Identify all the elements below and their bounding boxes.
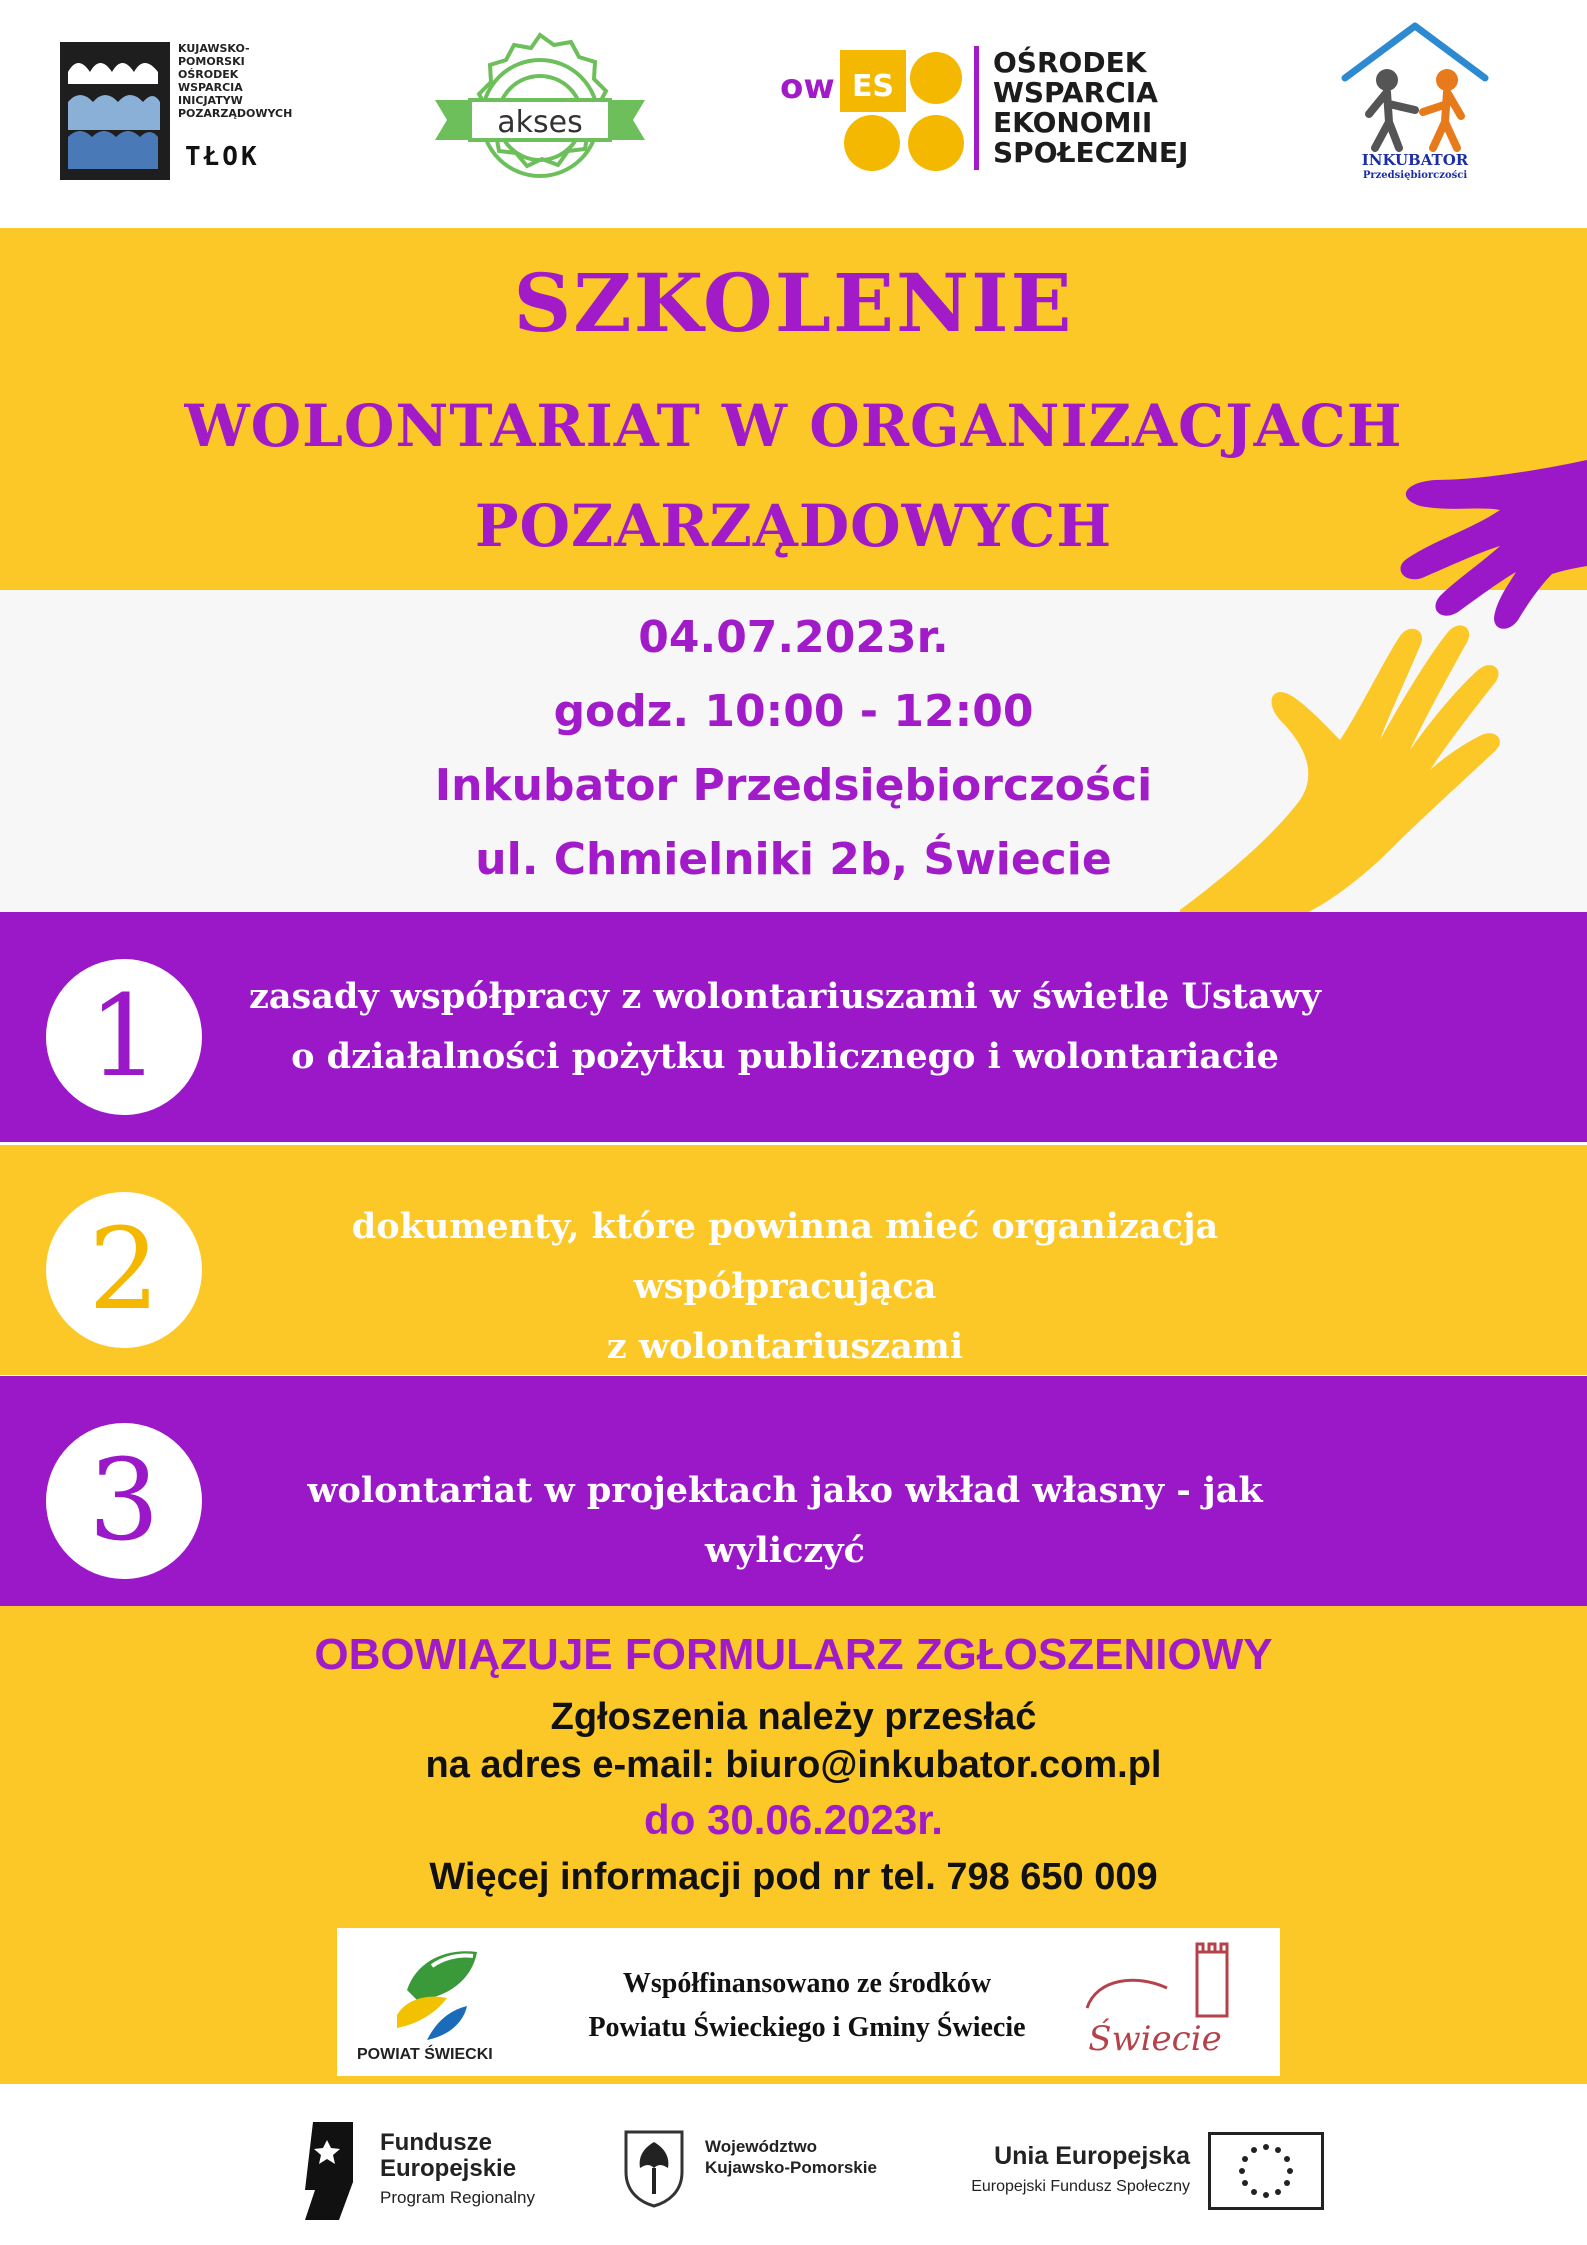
agenda-item-3 [0, 1376, 1587, 1606]
tlok-logo-icon [60, 42, 170, 180]
registration-email: na adres e-mail: biuro@inkubator.com.pl [425, 1744, 1162, 1786]
registration-heading: OBOWIĄZUJE FORMULARZ ZGŁOSZENIOWY [314, 1630, 1273, 1679]
kujawsko-pomorskie-crest-icon [622, 2128, 686, 2208]
training-title-line: WOLONTARIAT W ORGANIZACJACH [184, 392, 1403, 460]
tlok-desc-line: WSPARCIA [178, 81, 243, 94]
hands-decoration-icon [1180, 440, 1587, 920]
agenda-text [230, 1461, 1340, 1581]
contact-phone: Więcej informacji pod nr tel. 798 650 009 [429, 1856, 1158, 1898]
tlok-desc-line: POMORSKI [178, 55, 245, 68]
owes-logo [780, 38, 1200, 178]
kujawsko-pomorskie-label [705, 2136, 877, 2178]
registration-deadline: do 30.06.2023r. [644, 1796, 943, 1843]
powiat-swiecki-logo-icon [377, 1940, 497, 2040]
training-title-line: POZARZĄDOWYCH [474, 492, 1113, 560]
inkubator-house-people-icon [1335, 18, 1495, 152]
powiat-swiecki-label: POWIAT ŚWIECKI [357, 2046, 493, 2063]
registration-section [0, 1606, 1587, 2084]
inkubator-sub: Przedsiębiorczości [1362, 170, 1468, 181]
owes-es-text: ES [851, 69, 895, 104]
training-label: SZKOLENIE [513, 256, 1074, 350]
tlok-description [178, 42, 328, 120]
fe-line: Fundusze [380, 2129, 492, 2156]
event-venue: Inkubator Przedsiębiorczości [434, 760, 1153, 811]
inkubator-name: INKUBATOR [1361, 151, 1469, 169]
fundusze-program: Program Regionalny [380, 2188, 535, 2207]
agenda-number-badge: 3 [46, 1423, 202, 1579]
cofunding-text [537, 1962, 1077, 2050]
eu-flag-icon [1208, 2132, 1324, 2210]
akses-text: akses [497, 105, 583, 140]
tlok-desc-line: POZARZĄDOWYCH [178, 107, 293, 120]
tlok-desc-line: KUJAWSKO- [178, 42, 250, 55]
owes-line: OŚRODEK [993, 46, 1147, 79]
woj-line: Województwo [705, 2137, 818, 2156]
partner-logos-header [0, 0, 1587, 228]
owes-mark-icon [780, 38, 970, 178]
owes-line: SPOŁECZNEJ [993, 136, 1189, 169]
fundusze-europejskie-label [380, 2130, 516, 2182]
event-address: ul. Chmielniki 2b, Świecie [475, 834, 1112, 885]
event-date: 04.07.2023r. [638, 612, 949, 663]
agenda-item-1 [0, 912, 1587, 1142]
tlok-name: TŁOK [185, 142, 260, 172]
owes-ow-text: ow [780, 67, 835, 107]
owes-line: WSPARCIA [993, 76, 1158, 109]
cofunding-box [337, 1928, 1280, 2076]
agenda-text-line: wolontariat w projektach jako wkład własny - jak wyliczyć [307, 1470, 1263, 1571]
agenda-text-line: z wolontariuszami [606, 1326, 964, 1367]
eu-funding-footer [0, 2084, 1587, 2245]
swiecie-label: Świecie [1088, 2019, 1222, 2059]
fe-line: Europejskie [380, 2155, 517, 2182]
eu-label: Unia Europejska [994, 2142, 1190, 2170]
agenda-text-line: o działalności pożytku publicznego i wolontariacie [291, 1036, 1279, 1077]
owes-line: EKONOMII [993, 106, 1153, 139]
owes-name [993, 48, 1188, 168]
woj-line: Kujawsko-Pomorskie [705, 2158, 877, 2177]
event-time: godz. 10:00 - 12:00 [553, 686, 1034, 737]
inkubator-logo [1335, 18, 1495, 186]
agenda-text-line: zasady współpracy z wolontariuszami w świetle Ustawy [248, 976, 1322, 1017]
inkubator-label [1335, 152, 1495, 184]
cofunding-line: Współfinansowano ze środków [622, 1968, 992, 1999]
registration-instructions: Zgłoszenia należy przesłać [550, 1696, 1037, 1738]
agenda-text [230, 1197, 1340, 1377]
agenda-number-badge: 1 [46, 959, 202, 1115]
akses-seal-logo-icon [415, 20, 665, 205]
cofunding-line: Powiatu Świeckiego i Gminy Świecie [588, 2012, 1026, 2043]
tlok-desc-line: INICJATYW [178, 94, 243, 107]
agenda-text [230, 967, 1340, 1087]
fundusze-europejskie-icon [305, 2122, 365, 2220]
eu-fund-label: Europejski Fundusz Społeczny [971, 2178, 1190, 2195]
agenda-number-badge: 2 [46, 1192, 202, 1348]
tlok-desc-line: OŚRODEK [178, 68, 239, 81]
agenda-item-2 [0, 1145, 1587, 1375]
owes-divider [974, 46, 979, 170]
agenda-text-line: dokumenty, które powinna mieć organizacja współpracująca [351, 1206, 1219, 1307]
swiecie-logo-icon [1077, 1938, 1257, 2066]
